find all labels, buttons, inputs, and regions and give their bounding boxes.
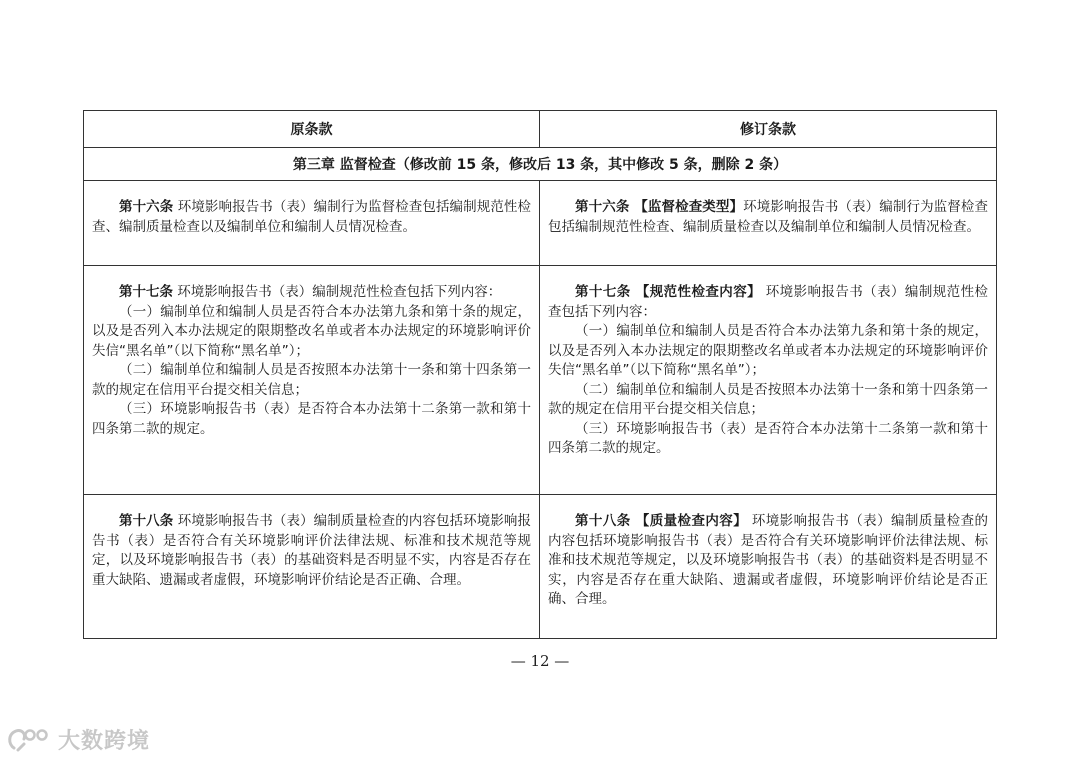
table-header-row — [84, 111, 997, 148]
logo-icon — [6, 726, 52, 754]
original-cell — [84, 266, 540, 495]
header-original-clause: 原条款 — [84, 111, 540, 148]
clause-item: （三）环境影响报告书（表）是否符合本办法第十二条第一款和第十四条第二款的规定。 — [92, 401, 531, 437]
clause-item: （一）编制单位和编制人员是否符合本办法第九条和第十条的规定，以及是否列入本办法规定的限期整改名单或者本办法规定的环境影响评价失信“黑名单”（以下简称“黑名单”）； — [548, 323, 988, 378]
clause-item: （三）环境影响报告书（表）是否符合本办法第十二条第一款和第十四条第二款的规定。 — [548, 420, 988, 456]
clause-number: 第十六条 【监督检查类型】 — [575, 199, 744, 215]
clause-item: （二）编制单位和编制人员是否按照本办法第十一条和第十四条第一款的规定在信用平台提交相关信息； — [92, 362, 531, 398]
revised-cell — [540, 266, 997, 495]
clause-text: 环境影响报告书（表）编制规范性检查包括下列内容： — [548, 284, 989, 320]
table-row — [84, 181, 997, 266]
clause-paragraph — [548, 198, 988, 237]
watermark — [6, 724, 150, 755]
original-cell — [84, 495, 540, 639]
clause-paragraph — [548, 283, 988, 322]
table-row — [84, 266, 997, 495]
table-row — [84, 495, 997, 639]
revised-cell — [540, 181, 997, 266]
revised-cell — [540, 495, 997, 639]
comparison-table — [83, 110, 997, 639]
clause-paragraph — [92, 198, 531, 237]
clause-text: 环境影响报告书（表）编制行为监督检查包括编制规范性检查、编制质量检查以及编制单位和编制人员情况检查。 — [92, 199, 532, 235]
watermark-text: 大数跨境 — [58, 729, 151, 754]
chapter-title: 第三章 监督检查（修改前 15 条，修改后 13 条，其中修改 5 条，删除 2 条） — [84, 148, 997, 181]
header-revised-clause: 修订条款 — [540, 111, 997, 148]
original-cell — [84, 181, 540, 266]
page-number: — 12 — — [510, 652, 570, 670]
clause-number: 第十八条 【质量检查内容】 — [575, 513, 748, 529]
clause-text: 环境影响报告书（表）编制质量检查的内容包括环境影响报告书（表）是否符合有关环境影响评价法律法规、标准和技术规范等规定，以及环境影响报告书（表）的基础资料是否明显不实，内容是否存在重大缺陷、遗漏或者虚假，环境影响评价结论是否正确、合理。 — [92, 513, 532, 588]
clause-number: 第十七条 【规范性检查内容】 — [575, 284, 762, 300]
clause-item: （二）编制单位和编制人员是否按照本办法第十一条和第十四条第一款的规定在信用平台提交相关信息； — [548, 381, 988, 417]
chapter-row — [84, 148, 997, 181]
clause-number: 第十六条 — [119, 199, 174, 215]
clause-paragraph — [548, 512, 988, 610]
clause-item: （一）编制单位和编制人员是否符合本办法第九条和第十条的规定，以及是否列入本办法规定的限期整改名单或者本办法规定的环境影响评价失信“黑名单”（以下简称“黑名单”）； — [92, 303, 531, 359]
clause-number: 第十八条 — [119, 513, 174, 529]
clause-text: 环境影响报告书（表）编制规范性检查包括下列内容： — [173, 284, 502, 300]
clause-text: 环境影响报告书（表）编制行为监督检查包括编制规范性检查、编制质量检查以及编制单位和编制人员情况检查。 — [548, 199, 989, 235]
clause-text: 环境影响报告书（表）编制质量检查的内容包括环境影响报告书（表）是否符合有关环境影响评价法律法规、标准和技术规范等规定，以及环境影响报告书（表）的基础资料是否明显不实，内容是否存在重大缺陷、遗漏或者虚假，环境影响评价结论是否正确、合理。 — [548, 513, 988, 607]
clause-paragraph — [92, 512, 531, 590]
clause-paragraph — [92, 283, 531, 303]
clause-number: 第十七条 — [119, 284, 173, 300]
